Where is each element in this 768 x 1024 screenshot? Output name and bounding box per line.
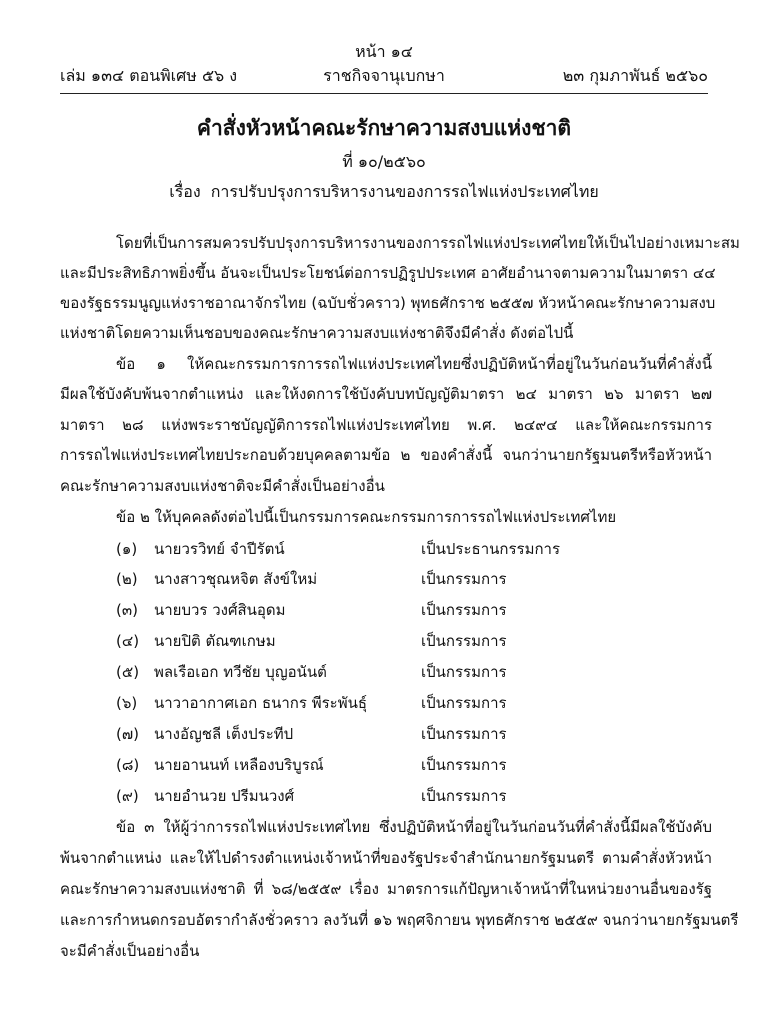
clause1-line: คณะรักษาความสงบแห่งชาติจะมีคำสั่งเป็นอย่างอื่น bbox=[60, 477, 385, 495]
gazette-name: ราชกิจจานุเบกษา bbox=[323, 66, 445, 85]
member-name: นางสาวชุณหจิต สังข์ใหม่ bbox=[154, 570, 318, 588]
member-number: (๘) bbox=[116, 756, 140, 774]
member-role: เป็นกรรมการ bbox=[421, 632, 507, 650]
member-name: นายวรวิทย์ จำปีรัตน์ bbox=[154, 540, 285, 558]
subject-label: เรื่อง bbox=[169, 182, 201, 201]
member-number: (๔) bbox=[116, 632, 140, 650]
order-number: ที่ ๑๐/๒๕๖๐ bbox=[342, 152, 426, 171]
member-name: นายปิติ ตัณฑเกษม bbox=[154, 632, 276, 650]
member-role: เป็นกรรมการ bbox=[421, 663, 507, 681]
clause3-line: และการกำหนดกรอบอัตรากำลังชั่วคราว ลงวันที่ ๑๖ พฤศจิกายน พุทธศักราช ๒๕๕๙ จนกว่านายกรัฐมนตรี bbox=[60, 911, 739, 929]
member-number: (๑) bbox=[116, 540, 138, 558]
member-role: เป็นกรรมการ bbox=[421, 601, 507, 619]
header-divider bbox=[60, 93, 708, 94]
document-title: คำสั่งหัวหน้าคณะรักษาความสงบแห่งชาติ bbox=[196, 116, 572, 140]
preamble-line: และมีประสิทธิภาพยิ่งขึ้น อันจะเป็นประโยชน์ต่อการปฏิรูปประเทศ อาศัยอำนาจตามความในมาตรา ๔๔ bbox=[60, 264, 716, 282]
member-name: นายอำนวย ปรีมนวงศ์ bbox=[154, 787, 295, 805]
member-number: (๕) bbox=[116, 663, 140, 681]
member-role: เป็นกรรมการ bbox=[421, 570, 507, 588]
member-name: พลเรือเอก ทวีชัย บุญอนันต์ bbox=[154, 663, 327, 681]
member-number: (๒) bbox=[116, 570, 138, 588]
member-number: (๗) bbox=[116, 725, 139, 743]
member-name: นายอานนท์ เหลืองบริบูรณ์ bbox=[154, 756, 324, 774]
clause3-line: พ้นจากตำแหน่ง และให้ไปดำรงตำแหน่งเจ้าหน้าที่ของรัฐประจำสำนักนายกรัฐมนตรี ตามคำสั่งหัวหน้า bbox=[60, 849, 712, 867]
clause1-line: มาตรา ๒๘ แห่งพระราชบัญญัติการรถไฟแห่งประเทศไทย พ.ศ. ๒๔๙๔ และให้คณะกรรมการ bbox=[60, 416, 712, 434]
preamble-line: ของรัฐธรรมนูญแห่งราชอาณาจักรไทย (ฉบับชั่วคราว) พุทธศักราช ๒๕๕๗ หัวหน้าคณะรักษาความสงบ bbox=[60, 294, 716, 312]
clause1-line: การรถไฟแห่งประเทศไทยประกอบด้วยบุคคลตามข้อ ๒ ของคำสั่งนี้ จนกว่านายกรัฐมนตรีหรือหัวหน้า bbox=[60, 446, 712, 464]
gazette-header bbox=[60, 64, 708, 88]
member-name: นางอัญชลี เต็งประทีป bbox=[154, 725, 294, 743]
preamble-line: โดยที่เป็นการสมควรปรับปรุงการบริหารงานของการรถไฟแห่งประเทศไทยให้เป็นไปอย่างเหมาะสม bbox=[116, 234, 740, 252]
page-number: หน้า ๑๔ bbox=[355, 42, 413, 61]
clause3-line: ข้อ ๓ ให้ผู้ว่าการรถไฟแห่งประเทศไทย ซึ่งปฏิบัติหน้าที่อยู่ในวันก่อนวันที่คำสั่งนี้มีผลใช้บังคับ bbox=[116, 818, 712, 836]
member-name: นายบวร วงศ์สินอุดม bbox=[154, 601, 286, 619]
clause2-intro: ข้อ ๒ ให้บุคคลดังต่อไปนี้เป็นกรรมการคณะกรรมการการรถไฟแห่งประเทศไทย bbox=[116, 508, 617, 526]
member-role: เป็นกรรมการ bbox=[421, 787, 507, 805]
clause3-line: คณะรักษาความสงบแห่งชาติ ที่ ๖๘/๒๕๕๙ เรื่อง มาตรการแก้ปัญหาเจ้าหน้าที่ในหน่วยงานอื่นของรัฐ bbox=[60, 880, 712, 898]
clause3-line: จะมีคำสั่งเป็นอย่างอื่น bbox=[60, 942, 200, 960]
preamble-line: แห่งชาติโดยความเห็นชอบของคณะรักษาความสงบแห่งชาติจึงมีคำสั่ง ดังต่อไปนี้ bbox=[60, 324, 574, 342]
volume-info: เล่ม ๑๓๔ ตอนพิเศษ ๕๖ ง bbox=[60, 66, 238, 85]
member-role: เป็นกรรมการ bbox=[421, 756, 507, 774]
member-role: เป็นกรรมการ bbox=[421, 694, 507, 712]
member-number: (๖) bbox=[116, 694, 138, 712]
member-role: เป็นกรรมการ bbox=[421, 725, 507, 743]
publication-date: ๒๓ กุมภาพันธ์ ๒๕๖๐ bbox=[562, 66, 708, 85]
clause1-line: ข้อ ๑ ให้คณะกรรมการการรถไฟแห่งประเทศไทยซึ่งปฏิบัติหน้าที่อยู่ในวันก่อนวันที่คำสั่งนี้ bbox=[116, 355, 712, 373]
member-number: (๙) bbox=[116, 787, 139, 805]
member-name: นาวาอากาศเอก ธนากร พีระพันธุ์ bbox=[154, 694, 368, 712]
subject-line bbox=[0, 180, 768, 205]
subject-text: การปรับปรุงการบริหารงานของการรถไฟแห่งประเทศไทย bbox=[210, 182, 599, 201]
clause1-line: มีผลใช้บังคับพ้นจากตำแหน่ง และให้งดการใช้บังคับบทบัญญัติมาตรา ๒๔ มาตรา ๒๖ มาตรา ๒๗ bbox=[60, 385, 712, 403]
member-number: (๓) bbox=[116, 601, 138, 619]
member-role: เป็นประธานกรรมการ bbox=[421, 540, 561, 558]
